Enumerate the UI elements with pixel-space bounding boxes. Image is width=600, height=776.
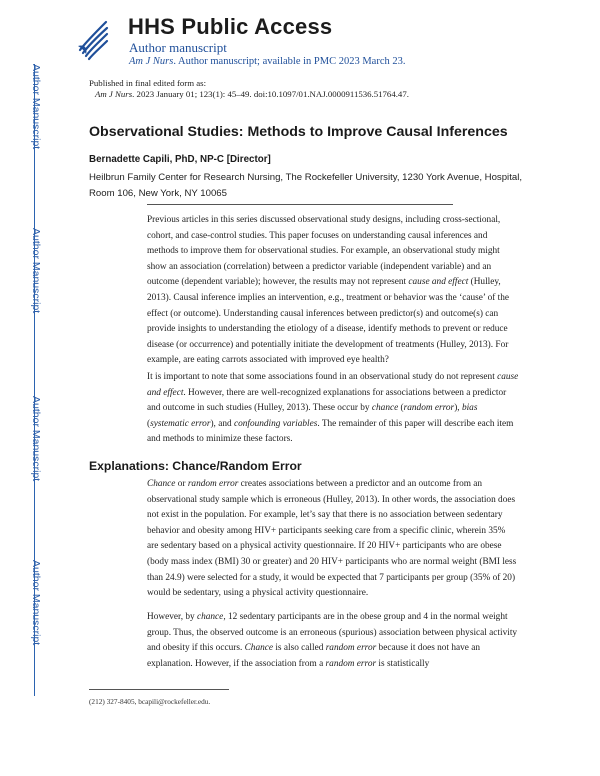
text-run-italic: random error xyxy=(325,643,377,654)
text-run: is also called xyxy=(273,643,326,654)
text-run: It is important to note that some associations found in an observational study do not represent xyxy=(147,372,498,382)
text-run: or xyxy=(175,479,188,489)
text-run: (Hulley, 2013). Causal inference implies an intervention, e.g., treatment or behavior was the ‘cause’ of the effect (or outcome). Understanding causal inferences between predictor(s) and outcome(s) can provide insights to understanding the etiology of a disease, identify methods to prevent or reduce disease (or occurrence) and potentially initiate the development of treatments (Hulley, 2013). For example, are eating carrots associated with improved eye health? xyxy=(147,277,510,366)
availability-line xyxy=(129,56,405,67)
side-label-1: Author Manuscript xyxy=(30,64,42,150)
author-name: Bernadette Capili, PhD, NP-C [Director] xyxy=(89,154,271,165)
availability-text: . Author manuscript; available in PMC 2023 March 23. xyxy=(173,56,406,67)
hhs-eagle-logo-icon xyxy=(76,16,110,62)
text-run-italic: chance xyxy=(196,612,224,622)
text-run: because it does not have an explanation. However, if the association from a xyxy=(147,643,481,669)
text-run-italic: systematic error xyxy=(150,418,211,429)
text-run: ( xyxy=(147,418,151,429)
abstract-paragraph-2 xyxy=(147,370,519,448)
text-run-italic: random error xyxy=(325,658,377,669)
text-run-italic: random error xyxy=(403,403,455,414)
abstract-rule xyxy=(147,204,453,205)
citation-journal: Am J Nurs xyxy=(95,89,133,99)
text-run: However, by xyxy=(147,612,197,622)
author-affiliation: Heilbrun Family Center for Research Nursing, The Rockefeller University, 1230 York Avenue, Hospital, Room 106, New York, NY 10065 xyxy=(89,172,522,199)
journal-abbrev: Am J Nurs xyxy=(129,56,174,67)
text-run: ( xyxy=(398,403,404,414)
text-run-italic: confounding variables xyxy=(233,418,318,429)
text-run-italic: Chance xyxy=(244,643,274,654)
hhs-title: HHS Public Access xyxy=(128,14,333,39)
text-run: creates associations between a predictor and an outcome from an observational study sample which is erroneous (Hulley, 2013). In other words, the association does not exist in the population. For example, let’s say that there is no association between sedentary behavior and obesity among HIV+ participants seeking care from a specific clinic, wherein 35% are sedentary based on a physical activity questionnaire. If 20 HIV+ participants who are obese (body mass index (BMI) 30 or greater) and 20 HIV+ participants who are normal weight (BMI less than 24.9) were selected for a study, it would be expected that 7 participants per group (35% of 20) would be sedentary, using a physical activity questionnaire. xyxy=(147,479,517,599)
text-run: ), xyxy=(454,403,462,414)
side-label-3: Author Manuscript xyxy=(30,396,42,482)
text-run-italic: random error xyxy=(187,479,239,489)
section-paragraph-2 xyxy=(147,610,519,672)
footnote: (212) 327-8405, bcapili@rockefeller.edu. xyxy=(89,697,211,706)
published-label: Published in final edited form as: xyxy=(89,78,207,88)
text-run-italic: Chance xyxy=(147,479,176,489)
text-run: , 12 sedentary participants are in the obese group and 4 in the normal weight group. Thus, the observed outcome is an erroneous (spurious) association between physical activity and obesity if this occurs. xyxy=(147,612,518,654)
text-run: ), and xyxy=(210,418,234,429)
article-title: Observational Studies: Methods to Improve Causal Inferences xyxy=(89,124,508,140)
text-run: Previous articles in this series discussed observational study designs, including cross-sectional, cohort, and case-control studies. This paper focuses on understanding causal inferences and methods to improve them for observational studies. For example, an observational study might show an association (correlation) between a predictor variable (independent variable) and an outcome (dependent variable); however, the results may not represent xyxy=(147,215,501,288)
citation-detail: . 2023 January 01; 123(1): 45–49. doi:10.1097/01.NAJ.0000911536.51764.47. xyxy=(132,89,409,99)
text-run-italic: chance xyxy=(371,403,399,414)
footnote-rule xyxy=(89,689,229,690)
author-manuscript-label: Author manuscript xyxy=(129,40,227,55)
side-label-4: Author Manuscript xyxy=(30,560,42,646)
text-run-italic: bias xyxy=(461,403,478,414)
citation xyxy=(89,89,409,100)
text-run: is statistically xyxy=(376,658,430,669)
section-paragraph-1 xyxy=(147,477,519,602)
header xyxy=(0,0,600,76)
abstract-paragraph-1 xyxy=(147,213,519,369)
section-heading: Explanations: Chance/Random Error xyxy=(89,459,302,473)
text-run-italic: cause and effect xyxy=(147,372,519,398)
text-run: . The remainder of this paper will describe each item and methods to minimize these factors. xyxy=(147,418,514,445)
side-label-2: Author Manuscript xyxy=(30,228,42,314)
text-run: . However, there are well-recognized explanations for associations between a predictor and outcome in such studies (Hulley, 2013). These occur by xyxy=(147,387,507,414)
text-run-italic: cause and effect xyxy=(408,277,469,288)
publication-info xyxy=(89,78,409,100)
